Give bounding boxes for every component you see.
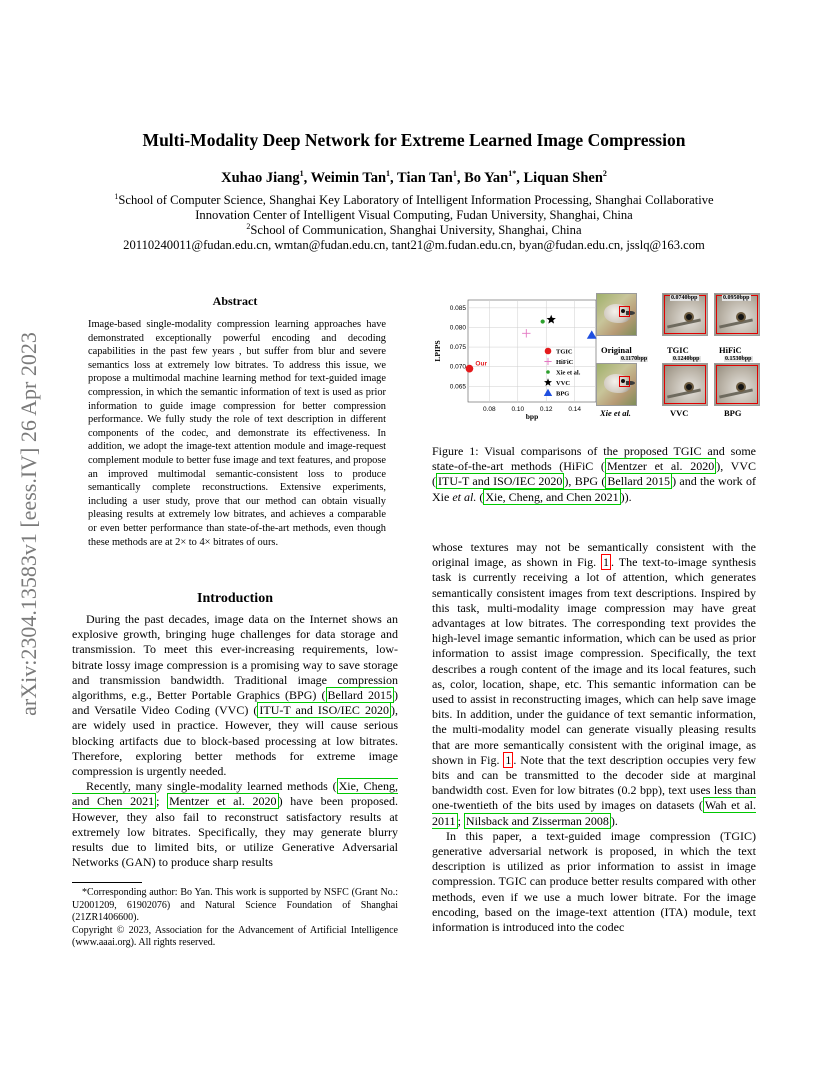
y-axis-label: LPIPS [433, 340, 442, 362]
y-tick-label: 0.080 [449, 324, 466, 332]
panel-label-xie: Xie et al. [600, 408, 631, 418]
crop-vvc [662, 363, 708, 406]
x-tick-label: 0.10 [511, 406, 525, 413]
author: Liquan Shen$^2$ [523, 169, 607, 186]
footnote [72, 887, 398, 950]
right-column-body [432, 540, 756, 935]
citation-link[interactable]: Wah et al. 2011 [432, 798, 756, 828]
crop-bpg [714, 363, 760, 406]
panel-label-bpg: BPG [724, 408, 742, 418]
figure-1-caption: Figure 1: Visual comparisons of the proposed TGIC and some state-of-the-art methods (HiFiC ( Mentzer et al. 2020 ), VVC ( ITU-T and ISO/IEC 2020 ), BPG ( Bellard 2015 ) and the work of Xie et al. ( Xie, Cheng, and Chen 2021 )). [432, 444, 757, 504]
citation-link[interactable]: Xie, Cheng, and Chen 2021 [72, 779, 399, 809]
bpp-tag: 0.0950bpp [723, 295, 750, 301]
arxiv-stamp [12, 288, 46, 760]
corresponding-author-note: *Corresponding author: Bo Yan. This work is supported by NSFC (Grant No.: U2001209, 61902076) and Natural Science Foundation of Shanghai (21ZR1406600). [72, 887, 398, 924]
citation-link[interactable]: Bellard 2015 [327, 688, 392, 703]
annotation-label: Our [475, 360, 487, 368]
author: Bo Yan$^{1*}$, [464, 169, 524, 186]
affiliations [0, 193, 828, 253]
author: Weimin Tan$^1$, [310, 169, 398, 186]
footnote-rule [72, 882, 142, 883]
legend-entry: TGIC [556, 348, 573, 356]
data-point [466, 365, 474, 373]
abstract-heading: Abstract [212, 294, 258, 308]
x-tick-label: 0.14 [568, 406, 581, 413]
affiliation-1-line-2: Innovation Center of Intelligent Visual Computing, Fudan University, Shanghai, China [195, 208, 633, 222]
affiliation-2: $^2$School of Communication, Shanghai University, Shanghai, China [246, 221, 582, 237]
paper-title: Multi-Modality Deep Network for Extreme Learned Image Compression [142, 130, 686, 150]
arxiv-id: arXiv:2304.13583v1 [eess.IV] 26 Apr 2023 [16, 332, 41, 716]
y-tick-label: 0.075 [449, 344, 466, 352]
citation-link[interactable]: Xie, Cheng, and Chen 2021 [485, 489, 619, 504]
x-axis-label: bpp [525, 412, 539, 421]
citation-link[interactable]: Mentzer et al. 2020 [169, 794, 277, 809]
intro-paragraph-1: During the past decades, image data on the Internet shows an explosive growth, bringing huge challenges for data storage and transmission. To meet this ever-increasing requirements, low-bitrate lossy image compression is a promising way to save storage and transmission bandwidth. Traditional image compression algorithms, e.g., Better Portable Graphics (BPG) ( Bellard 2015 ) and Versatile Video Coding (VVC) ( ITU-T and ISO/IEC 2020 ), are widely used in practice. However, they will cause serious blocking artifacts due to block-based processing at low bitrates. Therefore, exploring better methods for extreme image compression is urgently needed. [72, 612, 398, 779]
citation-link[interactable]: ITU-T and ISO/IEC 2020 [259, 703, 389, 718]
x-tick-label: 0.08 [483, 406, 496, 413]
lpips-bpp-chart [432, 292, 602, 422]
y-tick-label: 0.065 [449, 383, 466, 391]
panel-label-vvc: VVC [670, 408, 689, 418]
intro-paragraph-2: Recently, many single-modality learned methods ( Xie, Cheng, and Chen 2021 ; Mentzer et al. 2020 ) have been proposed. However, they also fail to reconstruct satisfactory results at extremely low bitrates. Specifically, they may generate blurry results due to limited bits, or utilize Generative Adversarial Networks (GAN) to produce sharp results [72, 779, 399, 870]
photo-original [596, 293, 637, 336]
data-point [541, 319, 545, 323]
author: Tian Tan$^1$, [397, 169, 465, 186]
body-paragraph: whose textures may not be semantically consistent with the original image, as shown in Fig. 1 . The text-to-image synthesis task is currently receiving a lot of attention, which generates semantically consistent images from text descriptions. Inspired by this task, multi-modality image compression may have great advantages at low bitrates. The corresponding text provides the high-level image semantic information, which can be used as prior information to assist image compression. Specifically, the text describes a rough content of the image and its local features, such as, color, location, shape, etc. This semantic information can be used to assist in reconstructing images, which can help save image bits. In addition, under the guidance of text semantic information, the multi-modality model can generate visually pleasing results that are more semantically consistent with the original image, as shown in Fig. 1 . Note that the text description occupies very few bits and can be transmitted to the decoder side at marginal bandwidth cost. Even for low bitrates (0.2 bpp), text uses less than one-twentieth of the bits used by images on datasets ( Wah et al. 2011 ; Nilsback and Zisserman 2008 ). [432, 540, 756, 828]
bpp-tag: 0.1240bpp [673, 356, 700, 362]
panel-label-tgic: TGIC [667, 345, 689, 355]
legend-marker [546, 370, 550, 374]
author-emails: 20110240011@fudan.edu.cn, wmtan@fudan.edu.cn, tant21@m.fudan.edu.cn, byan@fudan.edu.cn, jsslq@163.com [123, 238, 705, 252]
legend-entry: BPG [556, 390, 570, 398]
legend-marker [545, 348, 552, 355]
body-paragraph: In this paper, a text-guided image compression (TGIC) generative adversarial network is proposed, in which the text description is utilized as prior information to assist in image compression. TGIC can produce better results compared with other methods, even if we use a much lower bitrate. For the image encoding, based on the image-text attention (ITA) module, text information is introduced into the codec [432, 828, 756, 935]
y-tick-label: 0.085 [449, 304, 466, 312]
citation-link[interactable]: Mentzer et al. 2020 [606, 459, 715, 474]
abstract-text: Image-based single-modality compression learning approaches have demonstrated exceptionally powerful encoding and decoding capabilities in the past few years , but suffer from blur and severe semantics loss at extremely low bitrates. To address this issue, we propose a multimodal machine learning method for text-guided image compression, in which the semantic information of text is used as prior information to guide image compression for better compression performance. We fully study the role of text description in different components of the codec, and demonstrate its effectiveness. In addition, we adopt the image-text attention module and image-request complement module to better fuse image and text features, and propose an improved multimodal semantic-consistent loss to produce semantically complete reconstructions. Extensive experiments, including a user study, prove that our method can obtain visually pleasing results at extremely low bitrates, and achieves a comparable or even better performance than state-of-the-art methods, even though these methods are at 2× to 4× bitrates of ours. [88, 319, 386, 548]
citation-link[interactable]: Nilsback and Zisserman 2008 [465, 813, 609, 828]
legend-entry: Xie et al. [556, 369, 581, 377]
affiliation-1-line-1: $^1$School of Computer Science, Shanghai Key Laboratory of Intelligent Information Processing, Shanghai Collaborative [114, 191, 714, 207]
bpp-tag: 0.1170bpp [621, 356, 648, 362]
panel-label-original: Original [601, 345, 632, 355]
left-column-body [72, 612, 398, 870]
citation-link[interactable]: Bellard 2015 [607, 474, 671, 489]
author: Xuhao Jiang$^1$, [221, 169, 311, 186]
plot-area [468, 300, 596, 402]
figure-ref-link[interactable]: 1 [505, 752, 512, 767]
introduction-heading: Introduction [197, 591, 273, 606]
panel-label-hific: HiFiC [719, 345, 742, 355]
x-tick-label: 0.12 [539, 406, 553, 413]
legend-entry: HiFiC [556, 359, 574, 366]
y-tick-label: 0.070 [449, 363, 466, 371]
legend-entry: VVC [556, 380, 571, 387]
photo-xie [596, 363, 637, 406]
figure-ref-link[interactable]: 1 [603, 555, 610, 570]
author-list [0, 170, 828, 187]
bpp-tag: 0.1530bpp [725, 356, 752, 362]
citation-link[interactable]: ITU-T and ISO/IEC 2020 [438, 474, 563, 489]
figure-1 [432, 292, 758, 422]
copyright-note: Copyright © 2023, Association for the Advancement of Artificial Intelligence (www.aaai.org). All rights reserved. [72, 924, 398, 949]
bpp-tag: 0.0740bpp [671, 295, 698, 301]
